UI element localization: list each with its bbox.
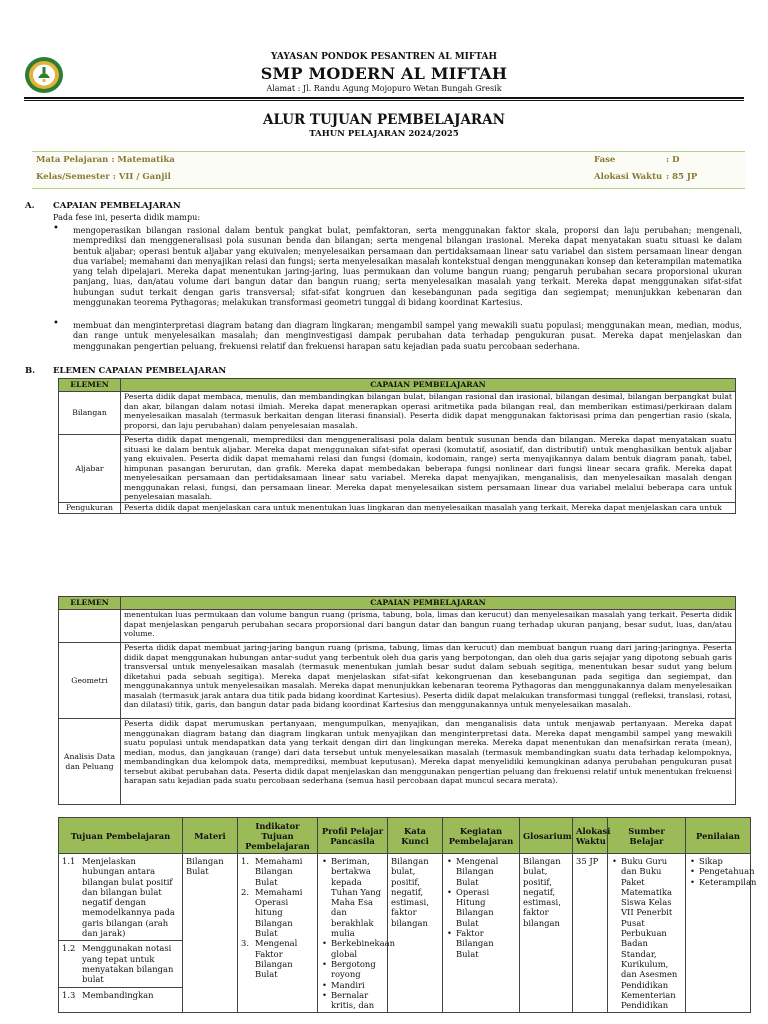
header-divider	[24, 97, 744, 99]
elemen-cell	[59, 610, 121, 643]
tujuan-text: Menggunakan notasi yang tepat untuk menyatakan bilangan bulat	[82, 943, 174, 985]
atp-table	[58, 817, 757, 1013]
capaian-cell: Peserta didik dapat mengenali, memprediksi dan menggeneralisasi pola dalam bentuk susunan benda dan bilangan. Mereka dapat menyatakan suatu situasi ke dalam bentuk aljabar. Mereka dapat menggunakan sifat-sifat operasi (komutatif, asosiatif, dan distributif) untuk menghasilkan bentuk aljabar yang ekuivalen. Peserta didik dapat memahami relasi dan fungsi (domain, kodomain, range) serta menyajikannya dalam bentuk diagram panah, tabel, himpunan pasangan berurutan, dan grafik. Mereka dapat membedakan beberapa fungsi nonlinear dari fungsi linear secara grafik. Mereka dapat menyelesaikan persamaan dan pertidaksamaan linear satu variabel. Mereka dapat menyajikan, menganalisis, dan menyelesaikan masalah dengan menggunakan relasi, fungsi, dan persamaan linear. Mereka dapat menyelesaikan sistem persamaan linear dua variabel melalui beberapa cara untuk penyelesaian masalah.	[121, 435, 736, 503]
section-a-intro: Pada fese ini, peserta didik mampu:	[53, 212, 201, 222]
section-a-bullet-2: membuat dan menginterpretasi diagram batang dan diagram lingkaran; mengambil sampel yang mewakili suatu populasi; menggunakan mean, median, modus, dan range untuk menyelesaikan masalah; dan menginvestigasi dampak perubahan data terhadap pengukuran pusat. Mereka dapat menjelaskan dan menggunakan pengertian peluang, frekuensi relatif dan frekuensi harapan satu kejadian pada suatu percobaan sederhana.	[73, 320, 742, 351]
class-semester-field: Kelas/Semester : VII / Ganjil	[36, 172, 171, 182]
tujuan-item	[59, 988, 182, 1002]
tujuan-number: 1.3	[62, 989, 76, 1000]
header-materi: Materi	[183, 818, 238, 854]
indikator-number: 1.	[241, 856, 249, 866]
section-a-letter: A.	[25, 201, 35, 211]
tujuan-number: 1.1	[62, 856, 76, 866]
section-b-letter: B.	[25, 366, 36, 376]
atp-row	[59, 854, 751, 1013]
foundation-name: YAYASAN PONDOK PESANTREN AL MIFTAH	[271, 52, 497, 62]
profil-cell	[318, 854, 395, 1013]
header-profil: Profil Pelajar Pancasila	[318, 818, 388, 854]
kegiatan-item: • Faktor Bilangan Bulat	[446, 928, 516, 959]
table-row	[59, 719, 736, 805]
table-row	[59, 435, 736, 503]
bullet-icon: •	[53, 223, 59, 234]
penilaian-item: • Sikap	[689, 856, 747, 866]
elemen-table-page1	[58, 378, 736, 514]
capaian-cell: Peserta didik dapat membuat jaring-jaring bangun ruang (prisma, tabung, limas dan kerucut) dan membuat bangun ruang dari jaring-jaringnya. Peserta didik dapat menggunakan hubungan antar-sudut yang terbentuk oleh dua garis yang berpotongan, dan oleh dua garis sejajar yang dipotong sebuah garis transversal untuk menyelesaikan masalah (termasuk menentukan jumlah besar sudut dalam sebuah segitiga, menentukan besar sudut yang belum diketahui pada sebuah segitiga). Mereka dapat menjelaskan sifat-sifat kekongruenan dan kesebangunan pada segitiga dan segiempat, dan menggunakannya untuk menyelesaikan masalah. Mereka dapat menunjukkan kebenaran teorema Pythagoras dan menggunakannya dalam menyelesaikan masalah (termasuk jarak antara dua titik pada bidang koordinat Kartesius). Peserta didik dapat melakukan transformasi tunggal (refleksi, translasi, rotasi, dan dilatasi) titik, garis, dan bangun datar pada bidang koordinat Kartesius dan menggunakannya untuk menyelesaikan masalah.	[121, 643, 736, 719]
elemen-cell: Geometri	[59, 643, 121, 719]
phase-label: Fase	[594, 155, 616, 165]
bullet-icon: •	[53, 318, 59, 329]
tujuan-item	[59, 941, 182, 987]
indikator-cell	[238, 854, 318, 1013]
capaian-cell: Peserta didik dapat menjelaskan cara untuk menentukan luas lingkaran dan menyelesaikan masalah yang terkait. Mereka dapat menjelaskan cara untuk	[121, 502, 736, 513]
sumber-item: • Buku Guru dan Buku Paket Matematika Siswa Kelas VII Penerbit Pusat Perbukuan Badan Standar, Kurikulum, dan Asesmen Pendidikan Kementerian Pendidikan	[611, 856, 682, 1010]
table-row	[59, 392, 736, 435]
indikator-number: 2.	[241, 886, 249, 897]
profil-item: • Beriman, bertakwa kepada Tuhan Yang Maha Esa dan berakhlak mulia	[321, 856, 384, 938]
col-elemen-header: ELEMEN	[59, 597, 121, 610]
tujuan-text: Menjelaskan hubungan antara bilangan bulat positif dan bilangan bulat negatif dengan memodelkannya pada garis bilangan (arah dan jarak)	[82, 856, 175, 939]
sumber-cell	[608, 854, 686, 1013]
penilaian-item: • Keterampilan	[689, 877, 747, 887]
indikator-text: Memahami Operasi hitung Bilangan Bulat	[255, 886, 303, 939]
atp-header-row	[59, 818, 751, 854]
elemen-cell: Aljabar	[59, 435, 121, 503]
table-row	[59, 610, 736, 643]
header-divider-thin	[24, 100, 744, 101]
header-penilaian: Penilaian	[686, 818, 751, 854]
glosarium-cell: Bilangan bulat, positif, negatif, estimasi, faktor bilangan	[520, 854, 573, 1013]
time-allocation-label: Alokasi Waktu	[594, 172, 663, 182]
indikator-number: 3.	[241, 938, 249, 949]
subject-field: Mata Pelajaran : Matematika	[36, 155, 175, 165]
col-capaian-header: CAPAIAN PEMBELAJARAN	[121, 597, 736, 610]
penilaian-cell	[686, 854, 757, 1013]
alokasi-cell: 35 JP	[573, 854, 608, 1013]
kegiatan-item: • Mengenal Bilangan Bulat	[446, 856, 516, 887]
indikator-item	[241, 938, 314, 979]
tujuan-number: 1.2	[62, 943, 76, 954]
profil-item: • Bernalar kritis, dan	[321, 990, 384, 1011]
elemen-table-page2	[58, 596, 736, 805]
indikator-item	[241, 887, 314, 938]
section-b-title: ELEMEN CAPAIAN PEMBELAJARAN	[53, 366, 227, 376]
elemen-cell: Bilangan	[59, 392, 121, 435]
document-subtitle: TAHUN PELAJARAN 2024/2025	[309, 129, 459, 139]
col-capaian-header: CAPAIAN PEMBELAJARAN	[121, 379, 736, 392]
table-row	[59, 502, 736, 513]
school-name: SMP MODERN AL MIFTAH	[260, 64, 508, 83]
header-indikator: Indikator Tujuan Pembelajaran	[238, 818, 318, 854]
time-allocation-value: : 85 JP	[666, 172, 698, 182]
school-address: Alamat : Jl. Randu Agung Mojopuro Wetan Bungah Gresik	[266, 84, 502, 93]
materi-cell: Bilangan Bulat	[183, 854, 238, 1013]
header-alokasi: Alokasi Waktu	[573, 818, 608, 854]
penilaian-item: • Pengetahuan	[689, 866, 747, 876]
elemen-cell: Pengukuran	[59, 502, 121, 513]
section-a-title: CAPAIAN PEMBELAJARAN	[53, 201, 181, 211]
indikator-item	[241, 856, 314, 887]
section-a-bullet-1: mengoperasikan bilangan rasional dalam bentuk pangkat bulat, pemfaktoran, serta menggunakan faktor skala, proporsi dan laju perubahan; mengenali, memprediksi dan menggeneralisasi pola susunan benda dan bilangan; serta mengenal bilangan irasional. Mereka dapat menyatakan suatu situasi ke dalam bentuk aljabar; operasi bentuk aljabar yang ekuivalen; menyelesaikan persamaan dan pertidaksamaan linear satu variabel dan sistem persamaan linear dengan dua variabel; memahami dan menyajikan relasi dan fungsi; serta menyelesaikan masalah kontekstual dengan menggunakan konsep dan keterampilan matematika yang telah dipelajari. Mereka dapat menentukan jaring-jaring, luas permukaan dan volume bangun ruang; pengaruh perubahan secara proporsional ukuran panjang, luas, dan/atau volume dari bangun datar dan bangun ruang; serta menyelesaikan masalah yang terkait. Mereka dapat menggunakan sifat-sifat hubungan sudut terkait dengan garis transversal; sifat-sifat kongruen dan kesebangunan pada segitiga dan segiempat; menunjukkan kebenaran dan menggunakan teorema Pythagoras; melakukan transformasi geometri tunggal di bidang koordinat Kartesius.	[73, 225, 742, 308]
header-kata-kunci: Kata Kunci	[388, 818, 443, 854]
profil-item: • Bergotong royong	[321, 959, 384, 980]
table-row	[59, 643, 736, 719]
tujuan-item	[59, 854, 182, 941]
indikator-text: Mengenal Faktor Bilangan Bulat	[255, 938, 298, 980]
profil-item: • Berkebinekaan global	[321, 938, 384, 959]
capaian-cell: Peserta didik dapat merumuskan pertanyaan, mengumpulkan, menyajikan, dan menganalisis data untuk menjawab pertanyaan. Mereka dapat menggunakan diagram batang dan diagram lingkaran untuk menyajikan dan menginterpretasi data. Mereka dapat mengambil sampel yang mewakili suatu populasi untuk mendapatkan data yang terkait dengan diri dan lingkungan mereka. Mereka dapat menentukan dan menafsirkan rerata (mean), median, modus, dan jangkauan (range) dari data tersebut untuk menyelesaikan masalah (termasuk membandingkan suatu data terhadap kelompoknya, membandingkan dua kelompok data, memprediksi, membuat keputusan). Mereka dapat menyelidiki kemungkinan adanya perubahan pengukuran pusat tersebut akibat perubahan data. Peserta didik dapat menjelaskan dan menggunakan pengertian peluang dan frekuensi relatif untuk menentukan frekuensi harapan satu kejadian pada suatu percobaan sederhana (semua hasil percobaan dapat muncul secara merata).	[121, 719, 736, 805]
header-sumber: Sumber Belajar	[608, 818, 686, 854]
indikator-text: Memahami Bilangan Bulat	[255, 856, 303, 887]
capaian-cell: menentukan luas permukaan dan volume bangun ruang (prisma, tabung, bola, limas dan kerucut) dan menyelesaikan masalah yang terkait. Peserta didik dapat menjelaskan pengaruh perubahan secara proporsional dari bangun datar dan bangun ruang terhadap ukuran panjang, besar sudut, luas, dan/atau volume.	[121, 610, 736, 643]
col-elemen-header: ELEMEN	[59, 379, 121, 392]
tujuan-text: Membandingkan	[82, 989, 154, 1000]
document-title: ALUR TUJUAN PEMBELAJARAN	[263, 112, 505, 128]
elemen-cell: Analisis Data dan Peluang	[59, 719, 121, 805]
header-kegiatan: Kegiatan Pembelajaran	[443, 818, 520, 854]
header-tujuan: Tujuan Pembelajaran	[59, 818, 183, 854]
profil-item: • Mandiri	[321, 980, 384, 990]
header-glosarium: Glosarium	[520, 818, 573, 854]
phase-value: : D	[666, 155, 680, 165]
kegiatan-item: • Operasi Hitung Bilangan Bulat	[446, 887, 516, 928]
capaian-cell: Peserta didik dapat membaca, menulis, dan membandingkan bilangan bulat, bilangan rasional dan irasional, bilangan desimal, bilangan berpangkat bulat dan akar, bilangan dalam notasi ilmiah. Mereka dapat menerapkan operasi aritmetika pada bilangan real, dan memberikan estimasi/perkiraan dalam menyelesaikan masalah (termasuk berkaitan dengan literasi finansial). Peserta didik dapat menggunakan faktorisasi prima dan pengertian rasio (skala, proporsi, dan laju perubahan) dalam penyelesaian masalah.	[121, 392, 736, 435]
kata-kunci-cell: Bilangan bulat, positif, negatif, estimasi, faktor bilangan	[388, 854, 443, 1013]
kegiatan-cell	[443, 854, 520, 1013]
tujuan-cell	[59, 854, 183, 1013]
